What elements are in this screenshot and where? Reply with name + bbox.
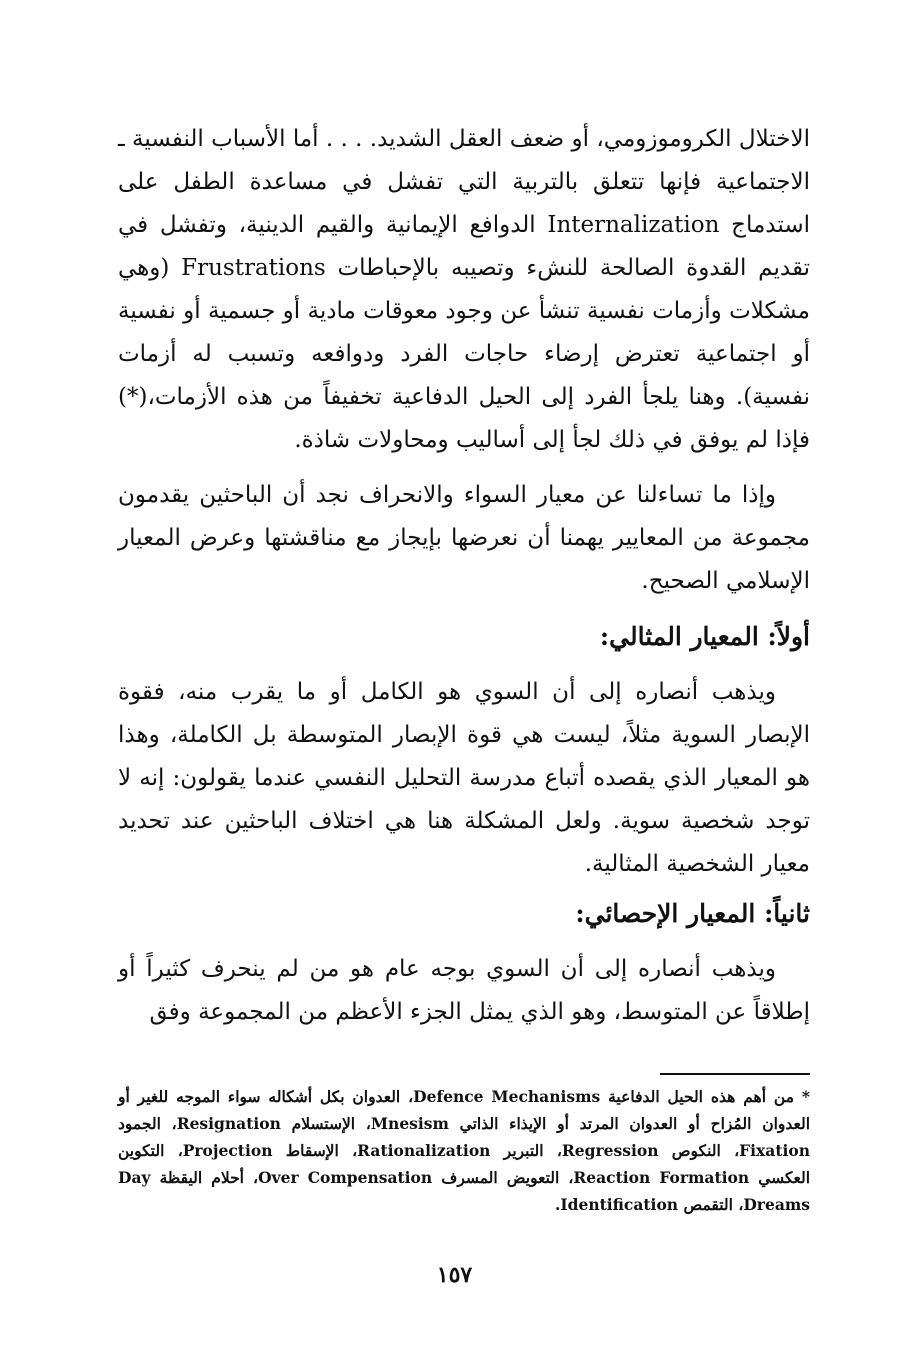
heading-ideal-criterion: أولاً: المعيار المثالي: <box>599 622 810 651</box>
footnote-separator <box>660 1073 810 1075</box>
paragraph-ideal-criterion: ويذهب أنصاره إلى أن السوي هو الكامل أو ما يقرب منه، فقوة الإبصار السوية مثلاً، ليست هي قوة الإبصار المتوسطة بل الكاملة، وهذا هو المعيار الذي يقصده أتباع مدرسة التحليل النفسي عندما يقولون: إنه لا توجد شخصية سوية. ولعل المشكلة هنا هي اختلاف الباحثين عند تحديد معيار الشخصية المثالية. <box>118 679 810 877</box>
page-number: ١٥٧ <box>436 1262 473 1288</box>
paragraph-criteria-intro: وإذا ما تساءلنا عن معيار السواء والانحراف نجد أن الباحثين يقدمون مجموعة من المعايير يهمنا أن نعرضها بإيجاز مع مناقشتها وعرض المعيار الإسلامي الصحيح. <box>118 482 810 594</box>
paragraph-causes: الاختلال الكروموزومي، أو ضعف العقل الشديد. . . . أما الأسباب النفسية ـ الاجتماعية فإنها تتعلق بالتربية التي تفشل في مساعدة الطفل على استدماج Internalization الدوافع الإيمانية والقيم الدينية، وتفشل في تقديم القدوة الصالحة للنشء وتصيبه بالإحباطات Frustrations (وهي مشكلات وأزمات نفسية تنشأ عن وجود معوقات مادية أو جسمية أو نفسية أو اجتماعية تعترض إرضاء حاجات الفرد ودوافعه وتسبب له أزمات نفسية). وهنا يلجأ الفرد إلى الحيل الدفاعية تخفيفاً من هذه الأزمات،(*) فإذا لم يوفق في ذلك لجأ إلى أساليب ومحاولات شاذة. <box>118 126 810 453</box>
paragraph-statistical-criterion: ويذهب أنصاره إلى أن السوي بوجه عام هو من لم ينحرف كثيراً أو إطلاقاً عن المتوسط، وهو الذي يمثل الجزء الأعظم من المجموعة وفق <box>118 956 810 1025</box>
footnote-defence-mechanisms: * من أهم هذه الحيل الدفاعية Defence Mechanisms، العدوان بكل أشكاله سواء الموجه للغير أو العدوان المُزاح أو العدوان المرتد أو الإيذاء الذاتي Mnesism، الإستسلام Resignation، الجمود Fixation، النكوص Regression، التبرير Rationalization، الإسقاط Projection، التكوين العكسي Reaction Formation، التعويض المسرف Over Compensation، أحلام اليقظة Day Dreams، التقمص Identification. <box>118 1087 811 1214</box>
main-text <box>118 118 810 1034</box>
heading-statistical-criterion: ثانياً: المعيار الإحصائي: <box>575 899 810 928</box>
